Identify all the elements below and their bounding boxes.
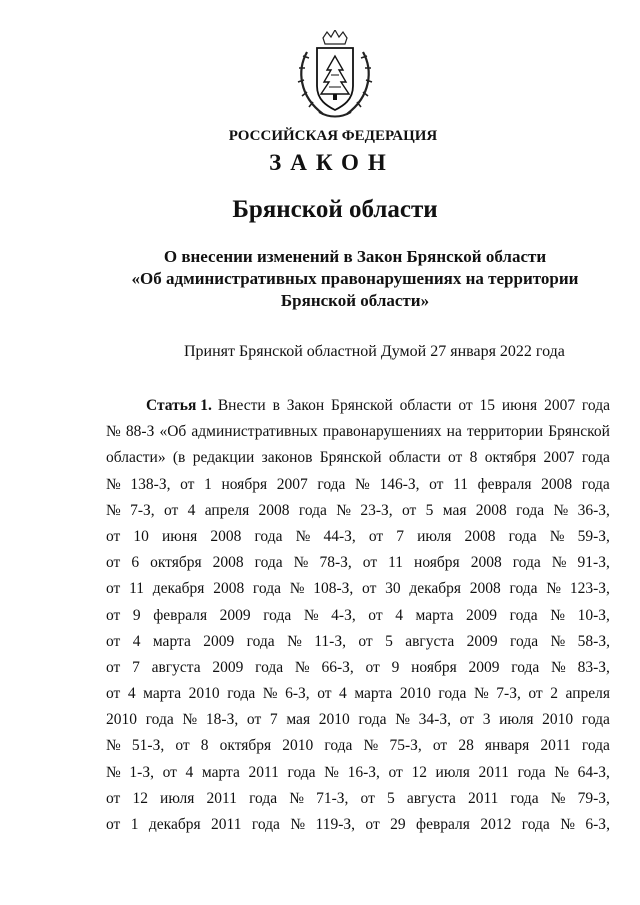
word: февраля (416, 816, 470, 833)
word: 2011 (206, 789, 237, 807)
adoption-statement: Принят Брянской областной Думой 27 января 2022 года (184, 343, 565, 360)
word: 44-З, (323, 527, 356, 545)
word: 7 (396, 527, 404, 545)
word: 51-З, (131, 737, 165, 755)
region-heading: Брянской области (232, 196, 438, 223)
word: 2008 (258, 501, 290, 519)
word: 11 (129, 580, 144, 598)
word: № (553, 501, 569, 519)
word: от (106, 789, 121, 807)
word: правонарушениях (322, 423, 442, 441)
word: 2010 (542, 711, 574, 729)
article-line (106, 419, 610, 445)
word: области» (106, 449, 166, 467)
word: года (510, 632, 539, 650)
word: 8 (200, 737, 209, 755)
word: № (549, 527, 565, 545)
word: 1 (204, 475, 212, 493)
word: августа (406, 789, 456, 807)
word: года (581, 737, 610, 755)
word: года (510, 789, 539, 807)
word: от (106, 685, 121, 703)
word: от (106, 632, 121, 650)
word: 2009 (203, 632, 235, 650)
word: 34-З, (418, 711, 451, 729)
word: 10-З, (577, 606, 610, 624)
word: мая (442, 501, 467, 519)
word: 36-З, (577, 501, 610, 519)
word: 2009 (466, 632, 498, 650)
word: августа (151, 658, 201, 676)
word: от (388, 763, 403, 781)
word: от (458, 397, 473, 414)
document-type-heading: ЗАКОН (269, 150, 395, 175)
word: от (106, 658, 121, 676)
word: от (528, 685, 543, 703)
word: 71-З, (316, 789, 349, 807)
word: 66-З, (321, 658, 354, 676)
article-line (106, 812, 610, 838)
word: 2008 (464, 527, 496, 545)
word: июля (160, 789, 195, 807)
word: № (295, 527, 311, 545)
word: года (227, 685, 256, 703)
word: 5 (425, 501, 434, 519)
word: № (554, 763, 570, 781)
word: 2012 (480, 816, 512, 833)
word: 4 (127, 685, 136, 703)
word: от (459, 711, 474, 729)
word: 12 (411, 763, 427, 781)
word: редакции (192, 449, 255, 467)
word: ноября (221, 475, 268, 493)
word: 88-З (125, 423, 155, 441)
word: 5 (386, 789, 395, 807)
word: Брянской (331, 397, 393, 414)
word: № (106, 423, 121, 441)
word: от (162, 763, 177, 781)
word: 2 (550, 685, 558, 703)
word: года (255, 658, 284, 676)
word: от (106, 816, 121, 833)
word: от (164, 501, 179, 519)
word: 30 (385, 580, 401, 598)
word: от (365, 816, 380, 833)
article-line (106, 707, 610, 733)
word: 2010 (399, 685, 431, 703)
word: 2008 (541, 475, 573, 493)
word: 4 (395, 606, 403, 624)
word: 2008 (210, 527, 242, 545)
word: 75-З, (389, 737, 422, 755)
word: 28 (458, 737, 474, 755)
article-line (106, 550, 610, 576)
word: № (290, 816, 306, 833)
word: № (106, 475, 121, 493)
word: № (324, 763, 339, 781)
word: от (106, 606, 121, 624)
word: 2011 (540, 737, 571, 755)
word: от (317, 685, 332, 703)
word: 29 (390, 816, 406, 833)
word: от (432, 737, 448, 755)
word: 58-З, (577, 632, 610, 650)
word: 11 (388, 554, 404, 572)
article-line (106, 445, 610, 471)
word: территории (466, 423, 544, 441)
word: от (368, 527, 384, 545)
word: законов (261, 449, 313, 467)
word: 12 (132, 789, 148, 807)
word: июля (435, 763, 470, 781)
word: 2008 (470, 554, 502, 572)
word: года (521, 816, 550, 833)
word: 2011 (211, 816, 242, 833)
word: 1 (130, 816, 139, 833)
article-line (106, 786, 610, 812)
word: 23-З, (360, 501, 393, 519)
word: от (402, 501, 417, 519)
word: апреля (565, 685, 610, 703)
word: 9 (132, 606, 141, 624)
word: 6-З, (285, 685, 310, 703)
word: декабря (152, 580, 205, 598)
word: от (180, 475, 195, 493)
word: 2011 (478, 763, 509, 781)
article-line (106, 393, 610, 419)
word: 2009 (219, 606, 251, 624)
word: 2009 (466, 606, 498, 624)
article-line (106, 629, 610, 655)
word: июля (417, 527, 452, 545)
word: 11 (453, 475, 469, 493)
word: области (388, 449, 441, 467)
word: 2008 (213, 580, 245, 598)
word: 3 (482, 711, 491, 729)
word: № (106, 501, 121, 519)
word: 91-З, (577, 554, 610, 572)
word: 8 (469, 449, 478, 467)
word: 15 (479, 397, 496, 414)
word: № (294, 658, 310, 676)
word: 123-З, (569, 580, 610, 598)
word: от (368, 606, 383, 624)
word: года (509, 580, 538, 598)
word: года (581, 711, 610, 729)
word: марта (143, 685, 182, 703)
article-line-text (218, 393, 610, 419)
word: 2009 (468, 658, 500, 676)
word: 4 (187, 501, 196, 519)
word: 2008 (475, 501, 507, 519)
word: года (581, 397, 610, 414)
word: от (246, 711, 262, 729)
word: года (581, 449, 610, 467)
word: года (516, 501, 545, 519)
word: апреля (204, 501, 250, 519)
article-line (106, 524, 610, 550)
word: от (358, 632, 373, 650)
word: № (262, 685, 278, 703)
word: года (317, 475, 346, 493)
title-line: О внесении изменений в Закон Брянской области (163, 247, 547, 266)
word: № (355, 475, 370, 493)
word: 5 (385, 632, 393, 650)
word: № (106, 737, 121, 755)
word: года (517, 763, 546, 781)
word: октября (219, 737, 272, 755)
word: 11-З, (314, 632, 346, 650)
word: Брянской (319, 449, 382, 467)
word: года (324, 737, 353, 755)
word: февраля (477, 475, 532, 493)
word: Закон (286, 397, 325, 414)
word: от (429, 475, 444, 493)
word: области (399, 397, 452, 414)
word: 10 (133, 527, 149, 545)
word: 4 (132, 632, 141, 650)
word: года (508, 527, 537, 545)
word: № (550, 789, 566, 807)
word: 2011 (467, 789, 499, 807)
word: августа (405, 632, 455, 650)
word: № (560, 816, 575, 833)
word: года (438, 685, 467, 703)
word: года (509, 606, 538, 624)
word: года (358, 711, 387, 729)
word: Брянской (548, 423, 610, 441)
word: 2010 (188, 685, 220, 703)
word: № (289, 789, 305, 807)
word: 2010 (282, 737, 314, 755)
word: 1-З, (129, 763, 154, 781)
word: № (303, 606, 319, 624)
word: 6 (131, 554, 140, 572)
word: на (446, 423, 462, 441)
word: 4 (339, 685, 347, 703)
article-line (106, 760, 610, 786)
word: марта (201, 763, 240, 781)
word: от (106, 554, 121, 572)
title-line: «Об административных правонарушениях на территории (131, 269, 579, 288)
word: 16-З, (347, 763, 380, 781)
word: года (511, 658, 540, 676)
word: июня (501, 397, 538, 414)
word: № (287, 632, 302, 650)
word: Внести (217, 397, 266, 414)
word: 7 (269, 711, 278, 729)
word: 59-З, (577, 527, 610, 545)
word: года (263, 606, 292, 624)
word: № (551, 554, 567, 572)
word: мая (286, 711, 311, 729)
word: 2010 (318, 711, 350, 729)
word: ноября (414, 554, 460, 572)
word: января (484, 737, 530, 755)
word: № (546, 580, 562, 598)
word: 2007 (276, 475, 308, 493)
word: № (551, 658, 566, 676)
word: 2011 (248, 763, 279, 781)
word: года (145, 711, 174, 729)
word: марта (354, 685, 393, 703)
word: № (550, 606, 566, 624)
word: 18-З, (205, 711, 239, 729)
word: «Об (159, 423, 187, 441)
word: от (365, 658, 380, 676)
word: года (298, 501, 327, 519)
word: 146-З, (379, 475, 420, 493)
word: года (251, 816, 280, 833)
word: ноября (411, 658, 457, 676)
word: 2009 (212, 658, 244, 676)
word: года (254, 554, 283, 572)
word: года (252, 580, 281, 598)
word: № (473, 685, 489, 703)
word: 7-З, (496, 685, 521, 703)
title-line: Брянской области» (280, 291, 430, 310)
word: 7 (132, 658, 140, 676)
country-heading: РОССИЙСКАЯ ФЕДЕРАЦИЯ (228, 128, 438, 144)
word: года (287, 763, 316, 781)
word: № (182, 711, 198, 729)
word: от (175, 737, 190, 755)
word: 2008 (469, 580, 501, 598)
word: от (106, 527, 121, 545)
article-line (106, 498, 610, 524)
word: 79-З, (577, 789, 610, 807)
word: 78-З, (319, 554, 352, 572)
word: 7-З, (130, 501, 155, 519)
word: декабря (409, 580, 462, 598)
word: 138-З, (130, 475, 171, 493)
word: от (106, 580, 121, 598)
word: июля (499, 711, 534, 729)
article-line (106, 603, 610, 629)
word: октября (484, 449, 537, 467)
word: № (106, 763, 121, 781)
word: от (447, 449, 463, 467)
word: 2010 (106, 711, 137, 729)
article-line (106, 655, 610, 681)
article-body (106, 393, 610, 838)
word: 4 (185, 763, 194, 781)
word: 4-З, (331, 606, 356, 624)
word: 2008 (212, 554, 244, 572)
word: года (512, 554, 541, 572)
word: 108-З, (313, 580, 354, 598)
word: года (246, 632, 275, 650)
word: № (293, 554, 309, 572)
word: года (581, 475, 610, 493)
word: № (395, 711, 410, 729)
word: от (362, 580, 377, 598)
word: 2007 (544, 397, 576, 414)
word: № (289, 580, 305, 598)
word: в (272, 397, 280, 414)
article-number: Статья 1. (146, 397, 212, 414)
article-line (106, 576, 610, 602)
word: года (254, 527, 283, 545)
law-title (90, 246, 620, 312)
word: 83-З, (577, 658, 610, 676)
word: февраля (153, 606, 208, 624)
article-line (106, 472, 610, 498)
word: 2007 (543, 449, 575, 467)
word: № (336, 501, 352, 519)
word: октября (150, 554, 202, 572)
word: № (550, 632, 566, 650)
word: 6-З, (585, 816, 610, 833)
coat-of-arms-emblem (293, 30, 377, 122)
word: от (360, 789, 375, 807)
article-line (106, 733, 610, 759)
word: административных (191, 423, 318, 441)
word: № (363, 737, 379, 755)
article-line (106, 681, 610, 707)
word: марта (415, 606, 454, 624)
word: года (249, 789, 278, 807)
word: 119-З, (315, 816, 355, 833)
word: 64-З, (577, 763, 610, 781)
word: июня (161, 527, 198, 545)
word: от (362, 554, 378, 572)
word: декабря (148, 816, 201, 833)
word: 9 (391, 658, 400, 676)
word: (в (172, 449, 186, 467)
word: марта (152, 632, 191, 650)
